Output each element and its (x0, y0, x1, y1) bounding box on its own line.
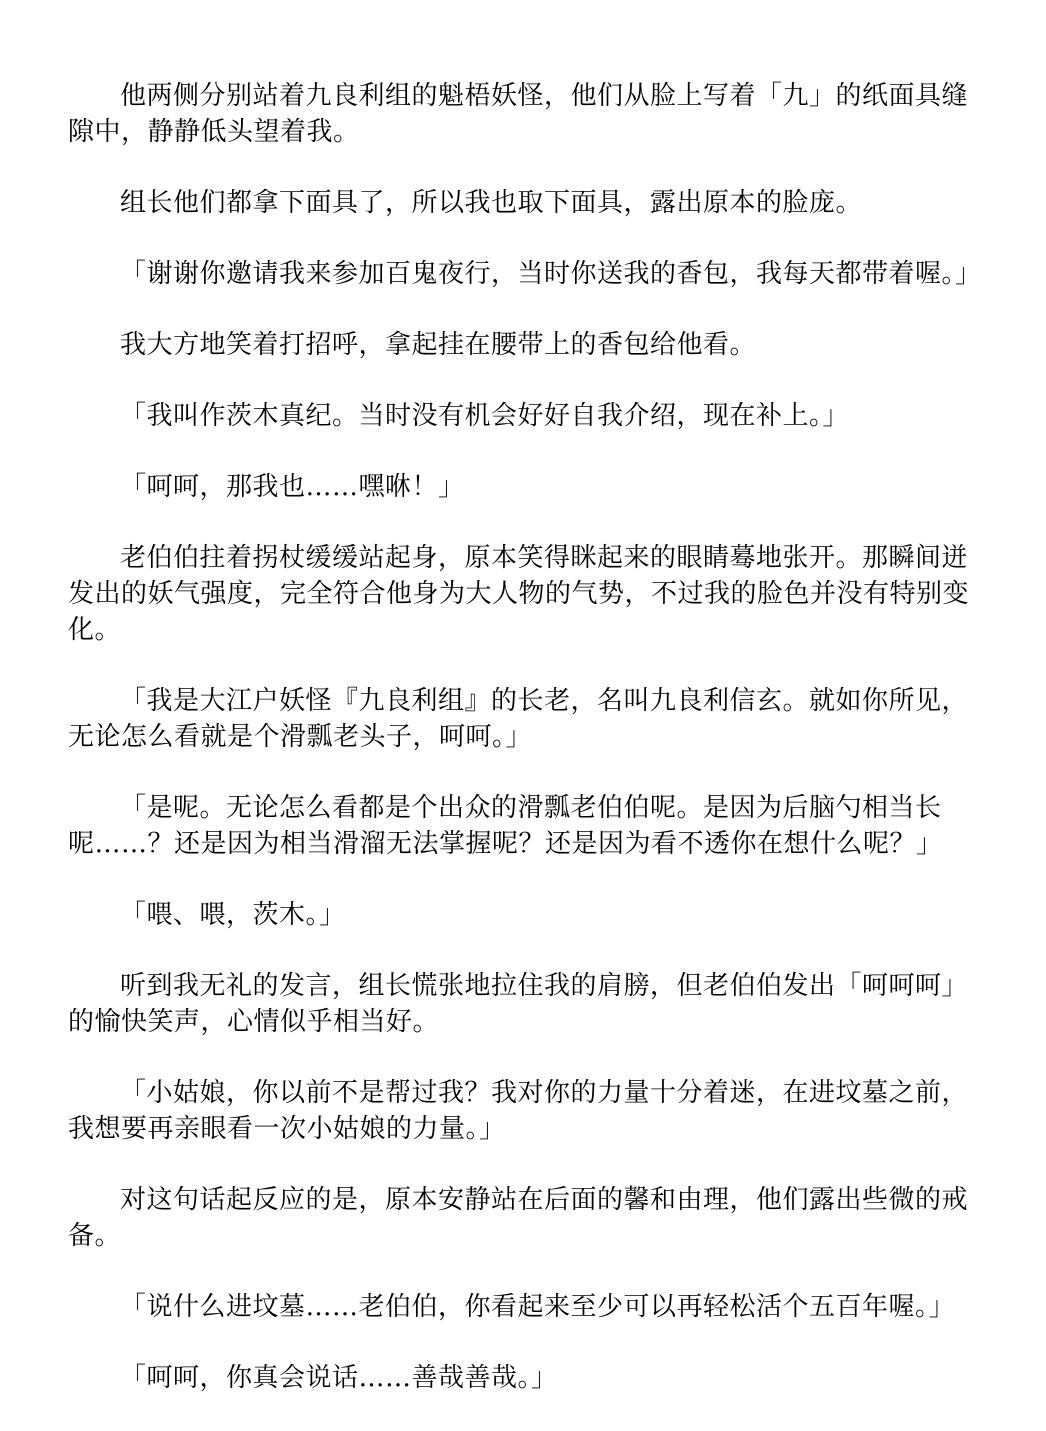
paragraph: 「小姑娘，你以前不是帮过我？我对你的力量十分着迷，在进坟墓之前，我想要再亲眼看一次小姑娘的力量。」 (68, 1078, 969, 1144)
paragraph: 「谢谢你邀请我来参加百鬼夜行，当时你送我的香包，我每天都带着喔。」 (120, 259, 982, 289)
paragraph: 「喂、喂，茨木。」 (120, 900, 346, 930)
paragraph: 「我是大江户妖怪『九良利组』的长老，名叫九良利信玄。就如你所见，无论怎么看就是个滑瓢老头子，呵呵。」 (68, 686, 969, 752)
paragraph: 我大方地笑着打招呼，拿起挂在腰带上的香包给他看。 (120, 330, 757, 360)
paragraph: 对这句话起反应的是，原本安静站在后面的馨和由理，他们露出些微的戒备。 (68, 1185, 969, 1251)
paragraph: 听到我无礼的发言，组长慌张地拉住我的肩膀，但老伯伯发出「呵呵呵」的愉快笑声，心情似乎相当好。 (68, 971, 969, 1037)
paragraph: 「说什么进坟墓……老伯伯，你看起来至少可以再轻松活个五百年喔。」 (120, 1292, 956, 1322)
paragraph: 「是呢。无论怎么看都是个出众的滑瓢老伯伯呢。是因为后脑勺相当长呢……？还是因为相当滑溜无法掌握呢？还是因为看不透你在想什么呢？」 (68, 793, 943, 859)
paragraph: 「我叫作茨木真纪。当时没有机会好好自我介绍，现在补上。」 (120, 401, 850, 431)
paragraph: 他两侧分别站着九良利组的魁梧妖怪，他们从脸上写着「九」的纸面具缝隙中，静静低头望着我。 (68, 81, 969, 147)
paragraph: 组长他们都拿下面具了，所以我也取下面具，露出原本的脸庞。 (120, 188, 863, 218)
paragraph: 老伯伯拄着拐杖缓缓站起身，原本笑得眯起来的眼睛蓦地张开。那瞬间迸发出的妖气强度，完全符合他身为大人物的气势，不过我的脸色并没有特别变化。 (68, 543, 970, 645)
paragraph: 「呵呵，那我也……嘿咻！」 (120, 472, 465, 502)
page-body (68, 78, 982, 1431)
paragraph: 「呵呵，你真会说话……善哉善哉。」 (120, 1363, 558, 1393)
